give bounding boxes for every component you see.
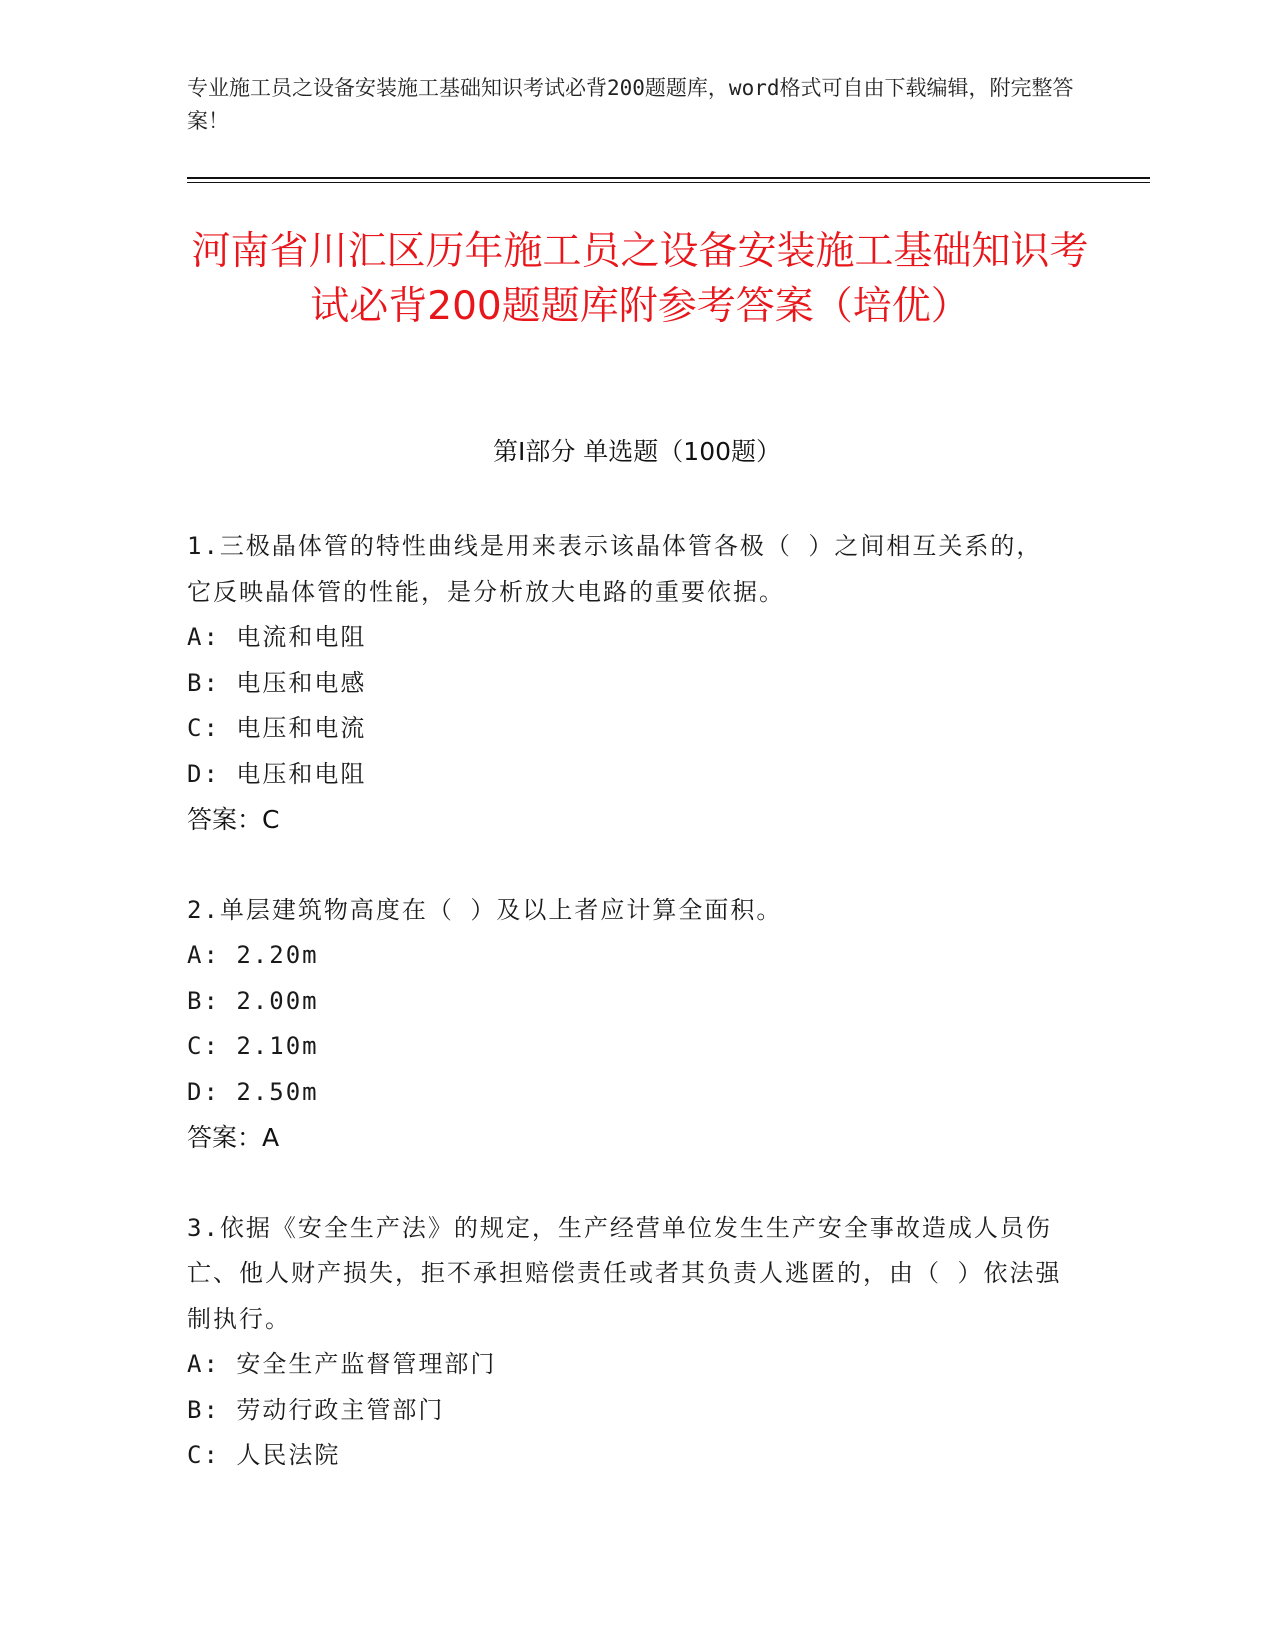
option-d: D: 2.50m <box>187 1077 319 1106</box>
option-c: C: 人民法院 <box>187 1441 341 1469</box>
question-text: 2.单层建筑物高度在（ ）及以上者应计算全面积。 <box>187 895 783 924</box>
answer: 答案：A <box>187 1123 280 1152</box>
question-text: 1.三极晶体管的特性曲线是用来表示该晶体管各极（ ）之间相互关系的，它反映晶体管的性能，是分析放大电路的重要依据。 <box>187 532 1043 606</box>
question-list <box>187 524 1067 1479</box>
option-b: B: 2.00m <box>187 986 319 1015</box>
option-a: A: 2.20m <box>187 941 319 969</box>
section-title: 第Ⅰ部分 单选题（100题） <box>492 437 782 466</box>
option-a: A: 电流和电阻 <box>187 623 367 651</box>
document-title: 河南省川汇区历年施工员之设备安装施工基础知识考试必背200题题库附参考答案（培优） <box>191 229 1089 329</box>
header-note: 专业施工员之设备安装施工基础知识考试必背200题题库，word格式可自由下载编辑，附完整答案！ <box>187 76 1074 133</box>
header-divider-thick <box>187 177 1150 179</box>
question-3 <box>187 1206 1067 1479</box>
option-c: C: 2.10m <box>187 1032 319 1060</box>
question-text: 3.依据《安全生产法》的规定，生产经营单位发生生产安全事故造成人员伤亡、他人财产损失，拒不承担赔偿责任或者其负责人逃匿的，由（ ）依法强制执行。 <box>187 1213 1062 1333</box>
answer: 答案：C <box>187 805 280 834</box>
option-a: A: 安全生产监督管理部门 <box>187 1350 497 1378</box>
header-divider-thin <box>187 182 1150 183</box>
option-c: C: 电压和电流 <box>187 714 367 742</box>
option-d: D: 电压和电阻 <box>187 759 367 788</box>
question-spacer <box>187 1161 1067 1206</box>
question-2 <box>187 888 1067 1161</box>
option-b: B: 电压和电感 <box>187 668 367 697</box>
option-b: B: 劳动行政主管部门 <box>187 1395 445 1424</box>
question-1 <box>187 524 1067 843</box>
question-spacer <box>187 843 1067 888</box>
